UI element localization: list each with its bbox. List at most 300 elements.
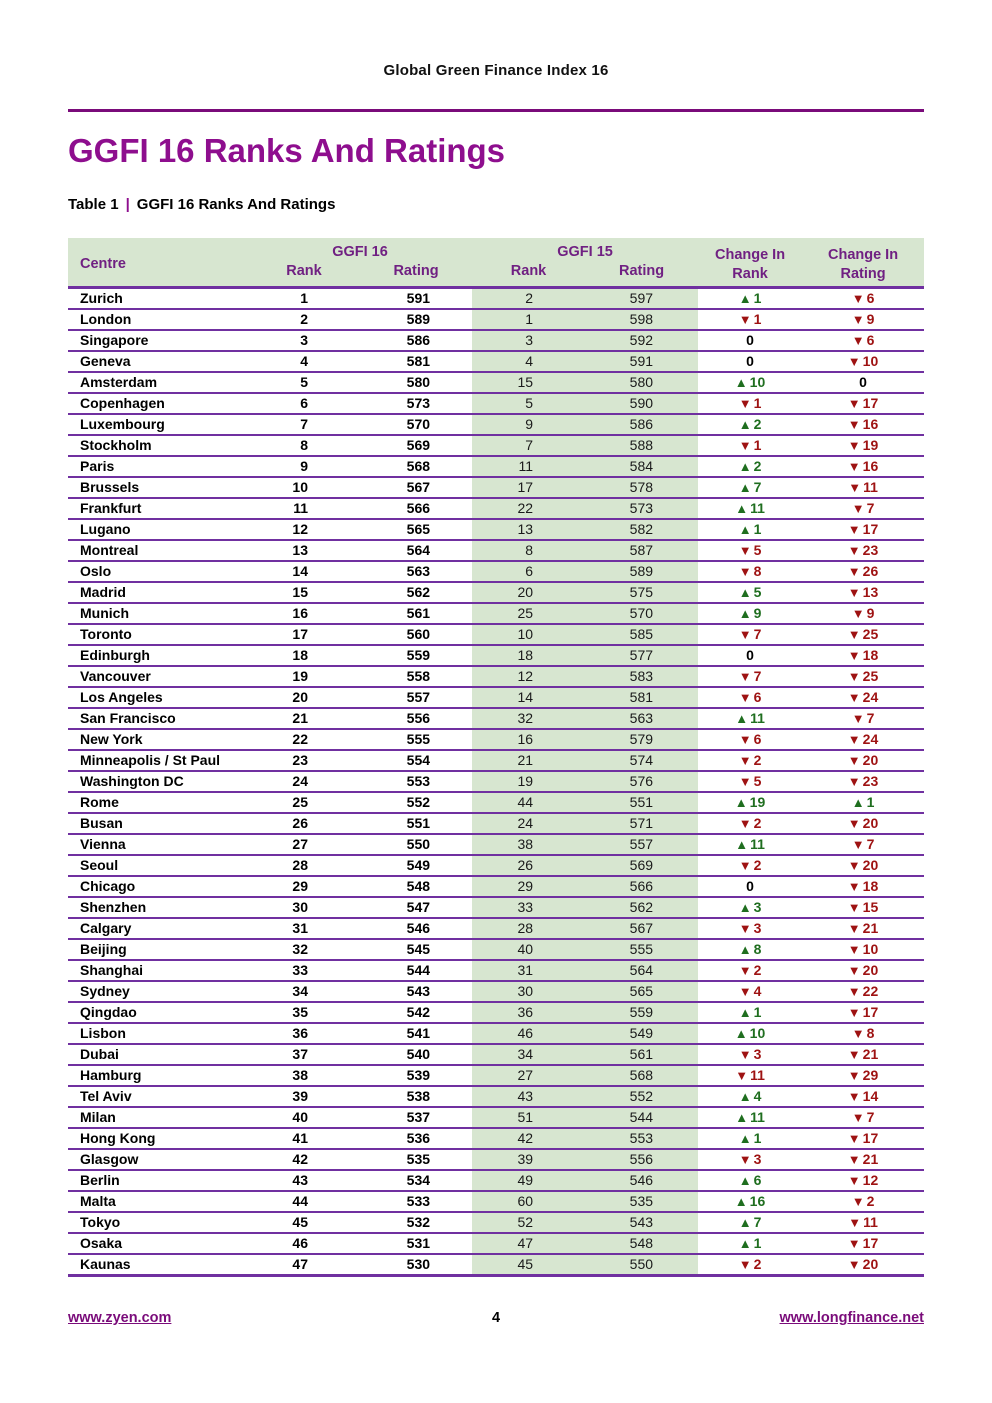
centre-cell: Brussels [68,477,248,498]
table-row [68,456,924,477]
down-triangle-icon: ▼ [847,417,861,432]
chgrating-cell: ▼ 11 [802,477,924,498]
table-row [68,351,924,372]
r15rating-cell: 556 [585,1149,698,1170]
up-triangle-icon: ▲ [738,606,752,621]
chgrating-cell: ▼ 2 [802,1191,924,1212]
centre-cell: Rome [68,792,248,813]
r16rating-cell: 557 [360,687,472,708]
down-triangle-icon: ▼ [847,354,861,369]
chgrank-cell: ▼ 2 [698,855,802,876]
r15rank-cell: 2 [472,288,585,310]
r15rank-cell: 31 [472,960,585,981]
chgrank-cell: ▲ 1 [698,1002,802,1023]
up-triangle-icon: ▲ [734,795,748,810]
down-triangle-icon: ▼ [738,396,752,411]
r15rating-cell: 587 [585,540,698,561]
chgrating-cell: ▼ 7 [802,834,924,855]
r16rating-cell: 558 [360,666,472,687]
centre-cell: Edinburgh [68,645,248,666]
chgrank-cell: ▼ 2 [698,813,802,834]
r15rating-cell: 580 [585,372,698,393]
r15rating-cell: 585 [585,624,698,645]
change-in-rank-line2: Rank [732,265,768,282]
centre-cell: Vienna [68,834,248,855]
down-triangle-icon: ▼ [738,1047,752,1062]
r16rating-cell: 545 [360,939,472,960]
r15rating-cell: 550 [585,1254,698,1276]
down-triangle-icon: ▼ [848,480,862,495]
centre-cell: Madrid [68,582,248,603]
down-triangle-icon: ▼ [847,816,861,831]
r15rating-cell: 574 [585,750,698,771]
centre-cell: Glasgow [68,1149,248,1170]
r15rating-cell: 573 [585,498,698,519]
table-row [68,1044,924,1065]
table-row [68,1107,924,1128]
r15rating-cell: 562 [585,897,698,918]
down-triangle-icon: ▼ [847,753,861,768]
chgrank-cell: ▼ 7 [698,624,802,645]
centre-cell: New York [68,729,248,750]
r15rank-cell: 46 [472,1023,585,1044]
chgrating-cell: ▼ 25 [802,624,924,645]
centre-cell: Qingdao [68,1002,248,1023]
chgrank-cell: ▲ 10 [698,1023,802,1044]
r16rating-cell: 538 [360,1086,472,1107]
chgrating-cell: ▼ 17 [802,1128,924,1149]
r16rating-cell: 539 [360,1065,472,1086]
down-triangle-icon: ▼ [847,564,861,579]
r15rating-cell: 566 [585,876,698,897]
r15rank-cell: 8 [472,540,585,561]
r16rank-cell: 7 [248,414,360,435]
chgrank-cell: ▲ 16 [698,1191,802,1212]
chgrank-cell: 0 [698,876,802,897]
table-row [68,687,924,708]
centre-cell: Kaunas [68,1254,248,1276]
down-triangle-icon: ▼ [738,564,752,579]
r16rank-cell: 21 [248,708,360,729]
chgrating-cell: ▼ 14 [802,1086,924,1107]
chgrating-cell: ▼ 26 [802,561,924,582]
r15rank-cell: 26 [472,855,585,876]
down-triangle-icon: ▼ [847,1173,861,1188]
centre-cell: Osaka [68,1233,248,1254]
longfinance-link[interactable]: www.longfinance.net [779,1310,924,1326]
r16rating-cell: 564 [360,540,472,561]
down-triangle-icon: ▼ [738,984,752,999]
r16rating-cell: 567 [360,477,472,498]
r15rating-cell: 576 [585,771,698,792]
down-triangle-icon: ▼ [851,291,865,306]
r15rank-cell: 34 [472,1044,585,1065]
chgrating-cell: ▼ 11 [802,1212,924,1233]
r16rank-cell: 46 [248,1233,360,1254]
down-triangle-icon: ▼ [738,858,752,873]
r16rating-cell: 542 [360,1002,472,1023]
r15rank-cell: 20 [472,582,585,603]
chgrating-cell: ▼ 21 [802,918,924,939]
r16rank-cell: 1 [248,288,360,310]
r15rating-cell: 546 [585,1170,698,1191]
up-triangle-icon: ▲ [738,1005,752,1020]
table-row [68,477,924,498]
chgrank-cell: ▲ 2 [698,456,802,477]
r15rank-cell: 44 [472,792,585,813]
r16rating-cell: 546 [360,918,472,939]
table-row [68,414,924,435]
r15rank-cell: 21 [472,750,585,771]
r16rating-cell: 533 [360,1191,472,1212]
r16rank-cell: 13 [248,540,360,561]
centre-cell: Shanghai [68,960,248,981]
r15rank-cell: 49 [472,1170,585,1191]
r15rank-cell: 6 [472,561,585,582]
down-triangle-icon: ▼ [738,1257,752,1272]
r15rank-cell: 16 [472,729,585,750]
chgrating-cell: ▼ 20 [802,1254,924,1276]
r15rating-cell: 559 [585,1002,698,1023]
r15rank-cell: 7 [472,435,585,456]
column-header-change-in-rating [802,238,924,288]
r15rank-cell: 24 [472,813,585,834]
r15rank-cell: 25 [472,603,585,624]
chgrank-cell: ▲ 9 [698,603,802,624]
chgrank-cell: ▲ 1 [698,288,802,310]
r16rank-cell: 30 [248,897,360,918]
down-triangle-icon: ▼ [847,1005,861,1020]
chgrank-cell: ▼ 2 [698,960,802,981]
table-row [68,1065,924,1086]
down-triangle-icon: ▼ [847,942,861,957]
r16rating-cell: 531 [360,1233,472,1254]
chgrating-cell: ▼ 18 [802,645,924,666]
r15rank-cell: 11 [472,456,585,477]
r15rank-cell: 5 [472,393,585,414]
r15rank-cell: 1 [472,309,585,330]
down-triangle-icon: ▼ [847,1047,861,1062]
r16rank-cell: 12 [248,519,360,540]
table-row [68,813,924,834]
change-in-rating-line2: Rating [840,265,886,282]
table-caption-separator: | [125,196,130,213]
down-triangle-icon: ▼ [738,753,752,768]
up-triangle-icon: ▲ [738,459,752,474]
centre-cell: Tel Aviv [68,1086,248,1107]
table-row [68,372,924,393]
table-row [68,834,924,855]
chgrank-cell: ▲ 8 [698,939,802,960]
down-triangle-icon: ▼ [851,1110,865,1125]
table-row [68,645,924,666]
r15rating-cell: 581 [585,687,698,708]
r16rating-cell: 550 [360,834,472,855]
r15rating-cell: 549 [585,1023,698,1044]
chgrating-cell: ▼ 22 [802,981,924,1002]
up-triangle-icon: ▲ [738,480,752,495]
change-in-rating-line1: Change In [827,246,899,263]
r15rating-cell: 597 [585,288,698,310]
table-header [68,238,924,288]
chgrank-cell: ▼ 1 [698,309,802,330]
column-group-ggfi16: GGFI 16 [248,238,472,262]
r15rank-cell: 30 [472,981,585,1002]
r15rating-cell: 592 [585,330,698,351]
r16rank-cell: 4 [248,351,360,372]
r15rank-cell: 42 [472,1128,585,1149]
r16rating-cell: 581 [360,351,472,372]
r16rating-cell: 536 [360,1128,472,1149]
r16rank-cell: 8 [248,435,360,456]
down-triangle-icon: ▼ [847,858,861,873]
r16rating-cell: 535 [360,1149,472,1170]
chgrating-cell: ▼ 24 [802,729,924,750]
table-row [68,666,924,687]
centre-cell: Los Angeles [68,687,248,708]
chgrank-cell: ▼ 7 [698,666,802,687]
table-row [68,309,924,330]
r16rating-cell: 570 [360,414,472,435]
chgrating-cell: ▼ 13 [802,582,924,603]
r15rank-cell: 47 [472,1233,585,1254]
table-row [68,330,924,351]
centre-cell: Berlin [68,1170,248,1191]
up-triangle-icon: ▲ [738,522,752,537]
r15rating-cell: 565 [585,981,698,1002]
down-triangle-icon: ▼ [847,1257,861,1272]
chgrating-cell: ▼ 21 [802,1149,924,1170]
table-row [68,1149,924,1170]
r16rank-cell: 42 [248,1149,360,1170]
chgrating-cell: ▼ 12 [802,1170,924,1191]
r15rank-cell: 22 [472,498,585,519]
chgrank-cell: ▼ 4 [698,981,802,1002]
down-triangle-icon: ▼ [847,648,861,663]
up-triangle-icon: ▲ [738,1236,752,1251]
chgrating-cell: ▼ 20 [802,813,924,834]
chgrank-cell: ▼ 5 [698,771,802,792]
r16rating-cell: 573 [360,393,472,414]
r15rating-cell: 568 [585,1065,698,1086]
table-body [68,288,924,1276]
r15rating-cell: 575 [585,582,698,603]
r16rating-cell: 586 [360,330,472,351]
r15rating-cell: 583 [585,666,698,687]
r16rating-cell: 534 [360,1170,472,1191]
chgrank-cell: ▲ 1 [698,519,802,540]
down-triangle-icon: ▼ [847,879,861,894]
down-triangle-icon: ▼ [738,312,752,327]
r16rank-cell: 6 [248,393,360,414]
r15rank-cell: 33 [472,897,585,918]
up-triangle-icon: ▲ [735,1110,749,1125]
chgrank-cell: ▲ 11 [698,1107,802,1128]
chgrating-cell: ▼ 20 [802,855,924,876]
chgrating-cell: ▼ 23 [802,771,924,792]
r15rank-cell: 14 [472,687,585,708]
r15rating-cell: 570 [585,603,698,624]
r15rating-cell: 543 [585,1212,698,1233]
r15rating-cell: 584 [585,456,698,477]
chgrating-cell: ▼ 29 [802,1065,924,1086]
zyen-link[interactable]: www.zyen.com [68,1310,172,1326]
r15rating-cell: 563 [585,708,698,729]
change-in-rank-line1: Change In [714,246,786,263]
r15rank-cell: 40 [472,939,585,960]
chgrank-cell: ▲ 11 [698,498,802,519]
chgrating-cell: ▼ 25 [802,666,924,687]
centre-cell: Busan [68,813,248,834]
chgrating-cell: ▼ 24 [802,687,924,708]
r16rating-cell: 566 [360,498,472,519]
down-triangle-icon: ▼ [851,711,865,726]
centre-cell: London [68,309,248,330]
down-triangle-icon: ▼ [847,1152,861,1167]
table-row [68,561,924,582]
r16rating-cell: 541 [360,1023,472,1044]
r15rating-cell: 578 [585,477,698,498]
up-triangle-icon: ▲ [735,501,749,516]
down-triangle-icon: ▼ [738,816,752,831]
r16rank-cell: 3 [248,330,360,351]
centre-cell: Shenzhen [68,897,248,918]
running-header-title: Global Green Finance Index 16 [383,62,609,79]
centre-cell: Chicago [68,876,248,897]
r15rank-cell: 29 [472,876,585,897]
chgrating-cell: ▼ 7 [802,708,924,729]
down-triangle-icon: ▼ [847,1236,861,1251]
centre-cell: Calgary [68,918,248,939]
r15rating-cell: 567 [585,918,698,939]
r15rank-cell: 36 [472,1002,585,1023]
column-header-centre: Centre [68,238,248,288]
chgrating-cell: ▼ 7 [802,1107,924,1128]
chgrank-cell: ▼ 2 [698,750,802,771]
centre-cell: Singapore [68,330,248,351]
r16rank-cell: 35 [248,1002,360,1023]
table-row [68,498,924,519]
r15rank-cell: 4 [472,351,585,372]
table-caption [68,196,335,213]
chgrank-cell: ▲ 7 [698,1212,802,1233]
r16rank-cell: 2 [248,309,360,330]
chgrank-cell: ▼ 3 [698,918,802,939]
r15rank-cell: 32 [472,708,585,729]
r15rank-cell: 43 [472,1086,585,1107]
column-header-ggfi15-rating: Rating [585,262,698,288]
chgrating-cell: ▼ 19 [802,435,924,456]
down-triangle-icon: ▼ [851,1026,865,1041]
down-triangle-icon: ▼ [851,501,865,516]
r15rating-cell: 552 [585,1086,698,1107]
down-triangle-icon: ▼ [738,774,752,789]
r16rating-cell: 543 [360,981,472,1002]
chgrating-cell: ▼ 9 [802,603,924,624]
r15rating-cell: 582 [585,519,698,540]
down-triangle-icon: ▼ [847,774,861,789]
centre-cell: Geneva [68,351,248,372]
r15rank-cell: 39 [472,1149,585,1170]
table-row [68,1233,924,1254]
centre-cell: Minneapolis / St Paul [68,750,248,771]
chgrating-cell: ▼ 6 [802,288,924,310]
table-row [68,1002,924,1023]
up-triangle-icon: ▲ [738,291,752,306]
r16rank-cell: 44 [248,1191,360,1212]
chgrank-cell: ▼ 2 [698,1254,802,1276]
r15rating-cell: 564 [585,960,698,981]
table-row [68,624,924,645]
chgrank-cell: 0 [698,645,802,666]
chgrating-cell: ▼ 8 [802,1023,924,1044]
down-triangle-icon: ▼ [738,690,752,705]
r16rank-cell: 28 [248,855,360,876]
r16rating-cell: 561 [360,603,472,624]
r16rank-cell: 41 [248,1128,360,1149]
r16rating-cell: 568 [360,456,472,477]
r16rating-cell: 540 [360,1044,472,1065]
up-triangle-icon: ▲ [851,795,865,810]
down-triangle-icon: ▼ [847,396,861,411]
r16rating-cell: 552 [360,792,472,813]
table-row [68,519,924,540]
chgrating-cell: ▼ 10 [802,939,924,960]
r16rating-cell: 544 [360,960,472,981]
down-triangle-icon: ▼ [847,1089,861,1104]
r16rating-cell: 530 [360,1254,472,1276]
down-triangle-icon: ▼ [851,1194,865,1209]
table-row [68,288,924,310]
chgrating-cell: ▼ 18 [802,876,924,897]
down-triangle-icon: ▼ [851,837,865,852]
chgrank-cell: ▼ 11 [698,1065,802,1086]
r16rating-cell: 556 [360,708,472,729]
r16rank-cell: 36 [248,1023,360,1044]
r16rank-cell: 37 [248,1044,360,1065]
r15rating-cell: 579 [585,729,698,750]
down-triangle-icon: ▼ [738,438,752,453]
centre-cell: Lugano [68,519,248,540]
down-triangle-icon: ▼ [847,921,861,936]
chgrank-cell: ▼ 3 [698,1044,802,1065]
up-triangle-icon: ▲ [734,375,748,390]
down-triangle-icon: ▼ [848,1215,862,1230]
column-header-ggfi16-rating: Rating [360,262,472,288]
table-row [68,876,924,897]
down-triangle-icon: ▼ [847,543,861,558]
table-row [68,708,924,729]
r16rank-cell: 40 [248,1107,360,1128]
down-triangle-icon: ▼ [738,543,752,558]
chgrating-cell: 0 [802,372,924,393]
r16rating-cell: 537 [360,1107,472,1128]
chgrating-cell: ▼ 17 [802,393,924,414]
r15rating-cell: 544 [585,1107,698,1128]
r15rank-cell: 28 [472,918,585,939]
down-triangle-icon: ▼ [851,333,865,348]
r15rating-cell: 598 [585,309,698,330]
up-triangle-icon: ▲ [738,585,752,600]
r15rating-cell: 535 [585,1191,698,1212]
centre-cell: Amsterdam [68,372,248,393]
r16rank-cell: 5 [248,372,360,393]
r16rank-cell: 32 [248,939,360,960]
up-triangle-icon: ▲ [738,1215,752,1230]
r16rating-cell: 549 [360,855,472,876]
r16rating-cell: 591 [360,288,472,310]
centre-cell: Hamburg [68,1065,248,1086]
